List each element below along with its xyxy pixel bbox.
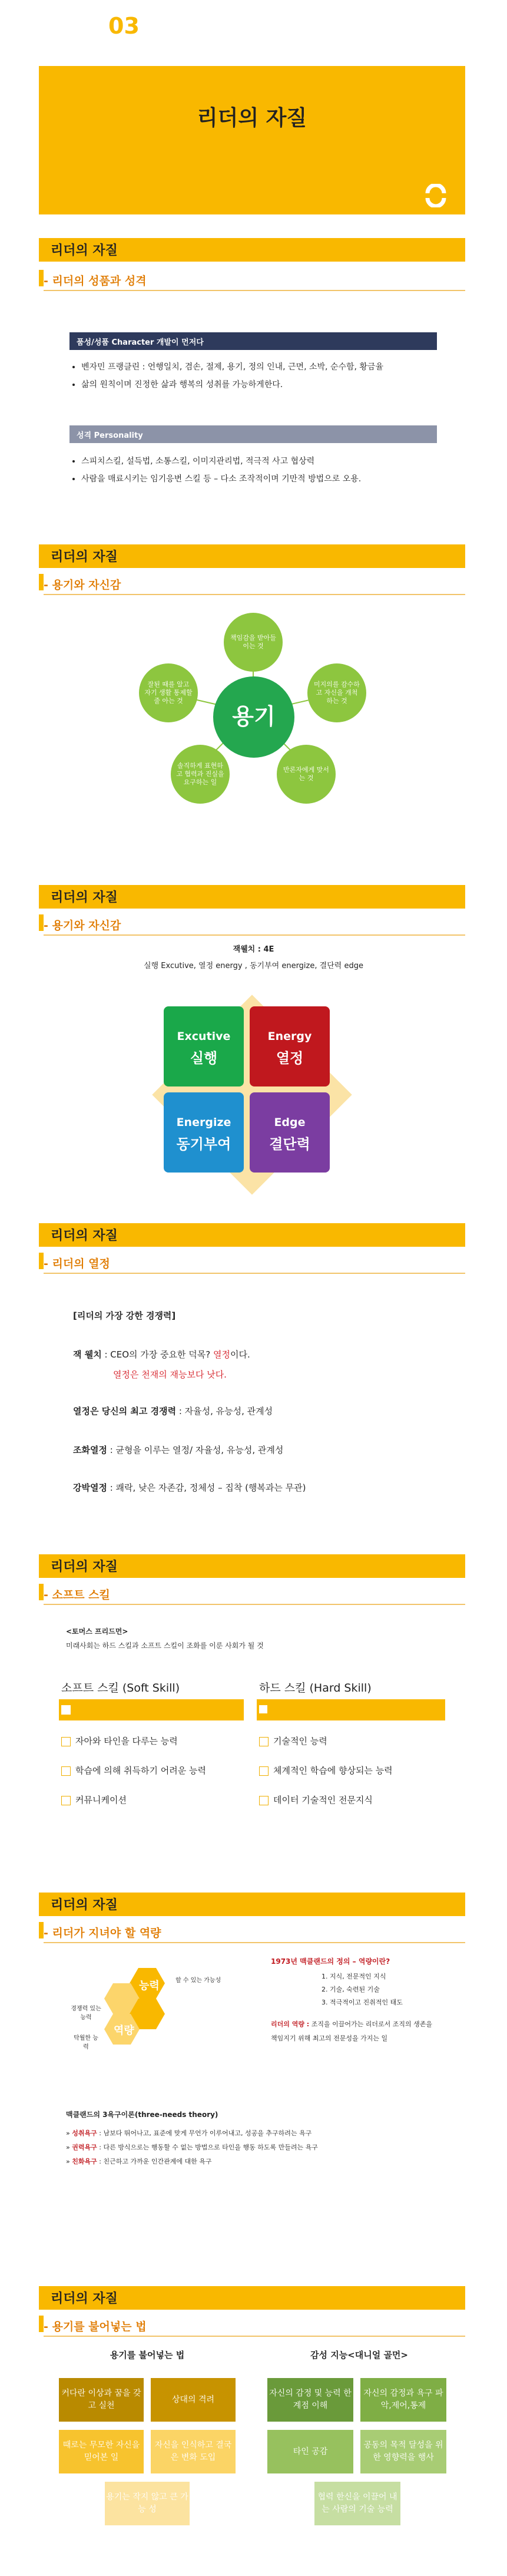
s6-theory-text: : 다른 방식으로는 행동할 수 없는 방법으로 타인을 행동 하도록 만들려는 욕구 (97, 2144, 318, 2151)
s5-hard-item (259, 1764, 393, 1776)
s5-title: 리더의 자질 (51, 1560, 118, 1574)
s5-soft-item (61, 1764, 206, 1776)
s1-box2-label-text: 성격 Personality (77, 431, 143, 440)
s3-book: 잭웰치 : 4E (233, 945, 274, 954)
s7-left-box-text: 때로는 무모한 자신을 믿어본 일 (62, 2440, 140, 2462)
s2-center-label: 용기 (232, 704, 276, 730)
s6-leader (271, 2017, 433, 2046)
s2-petal (139, 663, 198, 722)
s7-right-box (360, 2430, 446, 2473)
s6-theory-item: » 친화욕구 : 친근하고 가까운 인간관계에 대한 욕구 (66, 2158, 212, 2165)
s5-subtitle-underline (44, 1604, 465, 1605)
s5-soft-item-text: 학습에 의해 취득하기 어려운 능력 (75, 1765, 206, 1776)
s2-title: 리더의 자질 (51, 550, 118, 564)
s7-subtitle-underline (44, 2336, 465, 2337)
s3-quad-en: Excutive (177, 1030, 231, 1043)
s7-left-box-text: 상대의 격려 (171, 2395, 215, 2405)
s4-line3-text: : 자율성, 유능성, 관계성 (176, 1406, 273, 1416)
s5-hard-item-text: 체계적인 학습에 향상되는 능력 (273, 1765, 393, 1776)
s4-line3-bold: 열정은 당신의 최고 경쟁력 (73, 1406, 177, 1416)
s6-subtitle-underline (44, 1942, 465, 1943)
checkbox-icon (259, 1766, 269, 1776)
s7-title: 리더의 자질 (51, 2291, 118, 2306)
s2-subtitle: - 용기와 자신감 (44, 579, 121, 592)
s5-subtitle: - 소프트 스킬 (44, 1588, 110, 1601)
s7-left-title: 용기를 불어넣는 법 (110, 2350, 185, 2360)
s7-left-box (151, 2378, 236, 2422)
s6-def: 1. 지식, 전문적인 지식 (322, 1973, 386, 1980)
checkbox-icon (61, 1796, 71, 1805)
s4-line5 (73, 1481, 306, 1494)
s6-def-title: 1973년 맥클랜드의 정의 – 역량이란? (271, 1957, 390, 1966)
checkbox-icon (259, 1737, 269, 1746)
s4-subtitle-underline (44, 1273, 465, 1274)
s5-hard-item (259, 1735, 327, 1747)
s6-hex-right: 할 수 있는 가능성 (175, 1977, 221, 1984)
s3-desc: 실행 Excutive, 열정 energy , 동기부여 energize, 결단력 edge (144, 962, 363, 970)
s6-def: 2. 기술, 숙련된 기술 (322, 1986, 380, 1993)
s6-leader-title: 리더의 역량 : (271, 2020, 310, 2028)
s7-right-title: 감성 지능<대니얼 골먼> (310, 2350, 408, 2360)
s6-hex-left: 경쟁력 있는 능력 (71, 2006, 101, 2021)
s3-quad-en: Energy (267, 1030, 312, 1043)
s2-petal-text: 솔직하게 표현하고 협력과 진실을 요구하는 일 (176, 761, 224, 787)
s1-box1-item: • 벤자민 프랭클린 : 언행일치, 겸손, 절제, 용기, 정의 인내, 근면, 소박, 순수함, 황금율 (81, 358, 458, 376)
s5-hard-title: 하드 스킬 (Hard Skill) (259, 1682, 372, 1695)
s3-quad-excutive (164, 1006, 244, 1086)
s2-petal-text: 반론자에게 맞서는 것 (283, 765, 329, 782)
s1-box1-item: • 삶의 원칙이며 진정한 삶과 행복의 성취를 가능하게한다. (81, 376, 458, 394)
s3-quad-ko: 실행 (190, 1050, 218, 1066)
s5-hard-item-text: 기술적인 능력 (273, 1736, 327, 1746)
checkbox-icon (259, 1796, 269, 1805)
s7-right-box (267, 2378, 353, 2422)
s7-right-box (267, 2430, 353, 2473)
checkbox-icon (61, 1737, 71, 1746)
s5-soft-item (61, 1794, 127, 1806)
s4-line1-text: : CEO의 가장 중요한 덕목? (101, 1349, 214, 1360)
s3-quad-edge (250, 1092, 330, 1173)
s4-heading: [리더의 가장 강한 경쟁력] (73, 1310, 176, 1321)
s6-theory-text: : 친근하고 가까운 인간관계에 대한 욕구 (97, 2158, 212, 2165)
s4-line1-bold: 잭 웰치 (73, 1349, 102, 1360)
s4-line1-red: 열정 (213, 1349, 230, 1360)
s2-center-circle (213, 676, 294, 758)
s3-quad-en: Edge (274, 1116, 306, 1129)
s5-quote-text: 미래사회는 하드 스킬과 소프트 스킬이 조화를 이룬 사회가 될 것 (66, 1642, 264, 1650)
s6-hex-left2: 탁월한 능력 (74, 2035, 98, 2050)
s4-subtitle: - 리더의 열정 (44, 1257, 110, 1270)
s1-subtitle: - 리더의 성품과 성격 (44, 275, 147, 288)
s1-box2-item: • 사람을 매료시키는 임기응변 스킬 등 – 다소 조작적이며 기만적 방법으로 오용. (81, 470, 458, 488)
s3-quad-en: Energize (176, 1116, 231, 1129)
s6-theory-item: » 권력욕구 : 다른 방식으로는 행동할 수 없는 방법으로 타인을 행동 하도록 만들려는 욕구 (66, 2144, 318, 2151)
s2-petal-text: 잘된 때를 알고 자기 생활 통제할 줄 아는 것 (144, 680, 193, 705)
s3-quad-ko: 결단력 (269, 1136, 310, 1152)
s6-subtitle: - 리더가 지녀야 할 역량 (44, 1927, 161, 1940)
s7-right-box (360, 2378, 446, 2422)
s7-right-box-text: 협력 한신을 이끌어 내는 사람의 기술 능력 (317, 2492, 397, 2514)
s6-leader-text: 조직을 이끌어가는 리더로서 조직의 생존을 책임지기 위해 최고의 전문성을 가지는 일 (271, 2020, 432, 2042)
s6-theory-bold: 친화욕구 (72, 2158, 97, 2165)
s1-title: 리더의 자질 (51, 243, 118, 258)
s6-theory-text: : 남보다 뛰어나고, 표준에 맞게 무언가 이루어내고, 성공을 추구하려는 욕구 (97, 2129, 312, 2137)
s2-petal (224, 613, 283, 672)
s4-line4-bold: 조화열정 (73, 1445, 107, 1455)
s5-soft-bar (59, 1699, 244, 1720)
s3-quad-energize (164, 1092, 244, 1173)
cover-title: 리더의 자질 (197, 106, 307, 130)
s3-subtitle-underline (44, 934, 465, 936)
s6-theory-item: » 성취욕구 : 남보다 뛰어나고, 표준에 맞게 무언가 이루어내고, 성공을 추구하려는 욕구 (66, 2129, 312, 2137)
s5-quote-name: <토머스 프리드먼> (66, 1627, 128, 1636)
s5-soft-title: 소프트 스킬 (Soft Skill) (61, 1682, 180, 1695)
s7-right-box-text: 자신의 감정 및 능력 한계점 이해 (269, 2389, 352, 2410)
s7-left-box (105, 2482, 190, 2525)
s5-soft-item-text: 자아와 타인을 다루는 능력 (75, 1736, 178, 1746)
s2-petal (277, 745, 336, 804)
s3-subtitle: - 용기와 자신감 (44, 919, 121, 932)
s7-marker (39, 2316, 44, 2332)
s6-title: 리더의 자질 (51, 1898, 118, 1913)
s2-petal (307, 663, 366, 722)
s4-line5-bold: 강박열정 (73, 1482, 107, 1493)
s7-left-box-text: 커다란 이상과 꿈을 갖고 실천 (61, 2389, 141, 2410)
s4-line1-end: 이다. (230, 1349, 250, 1360)
s6-def: 3. 적극적이고 진취적인 태도 (322, 1999, 403, 2006)
s4-line2: 열정은 천재의 재능보다 낫다. (113, 1369, 227, 1380)
s4-title: 리더의 자질 (51, 1228, 118, 1243)
s5-hard-item-text: 데이터 기술적인 전문지식 (273, 1795, 373, 1805)
s7-subtitle: - 용기를 불어넣는 법 (44, 2320, 147, 2333)
s6-marker (39, 1922, 44, 1938)
s4-line4 (73, 1444, 283, 1456)
s7-right-box (314, 2482, 400, 2525)
s2-petal-text: 미지의를 감수하고 자신을 개척 하는 것 (314, 680, 360, 705)
s7-left-box-text: 용기는 작지 않고 큰 가능 성 (106, 2492, 188, 2514)
s4-line3 (73, 1405, 273, 1417)
s5-soft-item (61, 1735, 178, 1747)
s5-soft-item-text: 커뮤니케이션 (75, 1795, 127, 1805)
s6-hex-bottom: 역량 (114, 2025, 134, 2037)
checkbox-icon (61, 1766, 71, 1776)
s6-theory-bold: 권력욕구 (72, 2144, 97, 2151)
s1-box1-label-text: 품성/성품 Character 개발이 먼저다 (77, 338, 204, 347)
s3-title: 리더의 자질 (51, 890, 118, 905)
page-number: 03 (108, 13, 140, 39)
s7-left-box (151, 2430, 236, 2473)
s4-line1 (73, 1348, 250, 1360)
s6-theory-bold: 성취욕구 (72, 2129, 97, 2137)
s2-petal (171, 745, 230, 804)
s7-right-box-text: 공동의 목적 달성을 위한 영향력을 행사 (363, 2440, 443, 2462)
s4-line4-text: : 균형을 이루는 열정/ 자율성, 유능성, 관계성 (107, 1445, 284, 1455)
s3-quad-ko: 동기부여 (176, 1136, 231, 1152)
s6-theory-title: 맥클랜드의 3욕구이론(three-needs theory) (66, 2111, 218, 2119)
s4-marker (39, 1253, 44, 1269)
s5-hard-item (259, 1794, 373, 1806)
s7-left-box (59, 2430, 144, 2473)
s3-quad-energy (250, 1006, 330, 1086)
s7-left-box-text: 자신을 인식하고 결국은 변화 도입 (154, 2440, 232, 2462)
s5-marker (39, 1584, 44, 1600)
s7-right-box-text: 타인 공감 (293, 2446, 328, 2456)
s5-hard-bar (257, 1699, 445, 1720)
s6-hex-top: 능력 (139, 1980, 160, 1992)
s3-quad-ko: 열정 (276, 1050, 304, 1066)
s2-petal-text: 책임감을 받아들이는 것 (230, 633, 276, 650)
s4-line5-text: : 쾌락, 낮은 자존감, 정체성 – 집착 (행복과는 무관) (107, 1482, 306, 1493)
s7-left-box (59, 2378, 144, 2422)
s1-box2-item: • 스피치스킬, 설득법, 소통스킬, 이미지관리법, 적극적 사고 협상력 (81, 453, 458, 470)
s3-marker (39, 914, 44, 931)
s7-right-box-text: 자신의 감정과 욕구 파악,제어,통제 (363, 2389, 443, 2410)
